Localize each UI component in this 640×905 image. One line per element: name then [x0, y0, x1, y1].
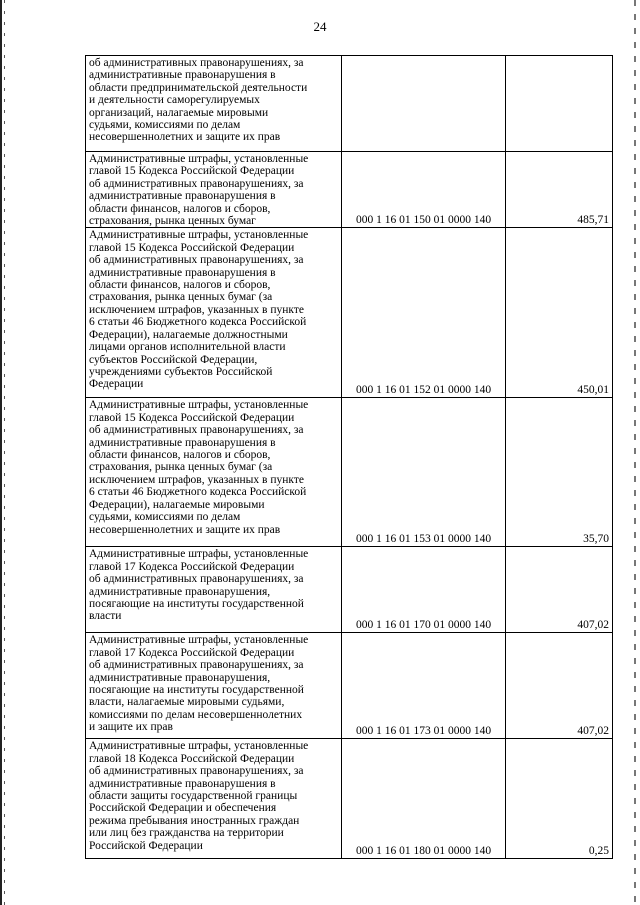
description-line: Административные штрафы, установленные: [89, 740, 309, 753]
description-line: страхования, рынка ценных бумаг (за: [89, 291, 273, 304]
description-line: об административных правонарушениях, за: [89, 424, 304, 437]
revenue-description: [86, 228, 342, 398]
description-line: Административные штрафы, установленные: [89, 399, 309, 412]
description-line: Административные штрафы, установленные: [89, 153, 309, 165]
description-line: или лиц без гражданства на территории: [89, 827, 284, 840]
description-line: и деятельности саморегулируемых: [89, 94, 260, 107]
budget-classification-code: 000 1 16 01 153 01 0000 140: [342, 398, 506, 547]
description-line: страхования, рынка ценных бумаг: [89, 215, 256, 228]
description-line: лицами органов исполнительной власти: [89, 341, 286, 354]
description-line: об административных правонарушениях, за: [89, 57, 304, 69]
description-line: субъектов Российской Федерации,: [89, 353, 258, 366]
description-line: комиссиями по делам несовершеннолетних: [89, 708, 303, 721]
description-line: об административных правонарушениях, за: [89, 765, 304, 778]
description-line: административные правонарушения в: [89, 190, 276, 203]
table-row: [86, 56, 613, 152]
revenue-description: [86, 547, 342, 633]
scan-edge-right: [634, 0, 636, 905]
description-line: режима пребывания иностранных граждан: [89, 814, 300, 827]
description-line: Федерации), налагаемые мировыми: [89, 498, 265, 511]
revenue-table: [85, 55, 613, 859]
revenue-description: [86, 398, 342, 547]
description-line: об административных правонарушениях, за: [89, 254, 304, 267]
description-line: Российской Федерации и обеспечения: [89, 802, 277, 815]
description-line: административные правонарушения,: [89, 585, 271, 598]
description-line: административные правонарушения в: [89, 436, 276, 449]
description-line: Российской Федерации: [89, 839, 203, 852]
revenue-description: [86, 152, 342, 228]
description-line: несовершеннолетних и защите их прав: [89, 131, 281, 144]
description-line: административные правонарушения в: [89, 777, 276, 790]
revenue-amount: 407,02: [506, 633, 613, 739]
description-line: Федерации: [89, 378, 144, 391]
table-row: [86, 547, 613, 633]
description-line: административные правонарушения в: [89, 69, 276, 82]
scan-edge-left-dots: [4, 0, 5, 905]
description-line: посягающие на институты государственной: [89, 598, 304, 611]
description-line: главой 15 Кодекса Российской Федерации: [89, 411, 295, 424]
description-line: области финансов, налогов и сборов,: [89, 279, 271, 292]
table-row: [86, 228, 613, 398]
description-line: 6 статьи 46 Бюджетного кодекса Российской: [89, 486, 307, 499]
description-line: судьями, комиссиями по делам: [89, 119, 241, 132]
description-line: главой 15 Кодекса Российской Федерации: [89, 165, 295, 178]
revenue-description: [86, 739, 342, 859]
budget-classification-code: 000 1 16 01 173 01 0000 140: [342, 633, 506, 739]
description-line: об административных правонарушениях, за: [89, 177, 304, 190]
revenue-amount: 407,02: [506, 547, 613, 633]
revenue-amount: 485,71: [506, 152, 613, 228]
description-line: Административные штрафы, установленные: [89, 548, 309, 561]
description-line: Административные штрафы, установленные: [89, 634, 309, 647]
description-line: несовершеннолетних и защите их прав: [89, 523, 281, 536]
budget-classification-code: 000 1 16 01 150 01 0000 140: [342, 152, 506, 228]
description-line: области финансов, налогов и сборов,: [89, 202, 271, 215]
revenue-description: [86, 56, 342, 152]
table-row: [86, 633, 613, 739]
revenue-amount: 0,25: [506, 739, 613, 859]
budget-classification-code: 000 1 16 01 170 01 0000 140: [342, 547, 506, 633]
description-line: организаций, налагаемые мировыми: [89, 106, 269, 119]
revenue-amount: 450,01: [506, 228, 613, 398]
description-line: области защиты государственной границы: [89, 790, 298, 803]
budget-classification-code: [342, 56, 506, 152]
page-number: 24: [313, 19, 327, 34]
description-line: судьями, комиссиями по делам: [89, 511, 241, 524]
description-line: главой 18 Кодекса Российской Федерации: [89, 752, 295, 765]
description-line: административные правонарушения в: [89, 266, 276, 279]
table-row: [86, 739, 613, 859]
table-row: [86, 398, 613, 547]
revenue-description: [86, 633, 342, 739]
revenue-amount: [506, 56, 613, 152]
description-line: об административных правонарушениях, за: [89, 573, 304, 586]
description-line: области финансов, налогов и сборов,: [89, 449, 271, 462]
description-line: исключением штрафов, указанных в пункте: [89, 303, 304, 316]
description-line: главой 17 Кодекса Российской Федерации: [89, 560, 295, 573]
budget-classification-code: 000 1 16 01 180 01 0000 140: [342, 739, 506, 859]
description-line: административные правонарушения,: [89, 671, 271, 684]
revenue-table-body: [86, 56, 613, 859]
description-line: Административные штрафы, установленные: [89, 229, 309, 242]
description-line: власти: [89, 610, 122, 623]
budget-classification-code: 000 1 16 01 152 01 0000 140: [342, 228, 506, 398]
description-line: 6 статьи 46 Бюджетного кодекса Российской: [89, 316, 307, 329]
description-line: посягающие на институты государственной: [89, 684, 304, 697]
description-line: Федерации), налагаемые должностными: [89, 328, 288, 341]
table-row: [86, 152, 613, 228]
description-line: главой 17 Кодекса Российской Федерации: [89, 646, 295, 659]
description-line: исключением штрафов, указанных в пункте: [89, 473, 304, 486]
description-line: области предпринимательской деятельности: [89, 81, 308, 94]
scan-edge-left: [0, 0, 2, 905]
revenue-amount: 35,70: [506, 398, 613, 547]
description-line: учреждениями субъектов Российской: [89, 365, 273, 378]
description-line: об административных правонарушениях, за: [89, 659, 304, 672]
description-line: власти, налагаемые мировыми судьями,: [89, 696, 285, 709]
description-line: страхования, рынка ценных бумаг (за: [89, 461, 273, 474]
description-line: и защите их прав: [89, 721, 173, 734]
description-line: главой 15 Кодекса Российской Федерации: [89, 241, 295, 254]
